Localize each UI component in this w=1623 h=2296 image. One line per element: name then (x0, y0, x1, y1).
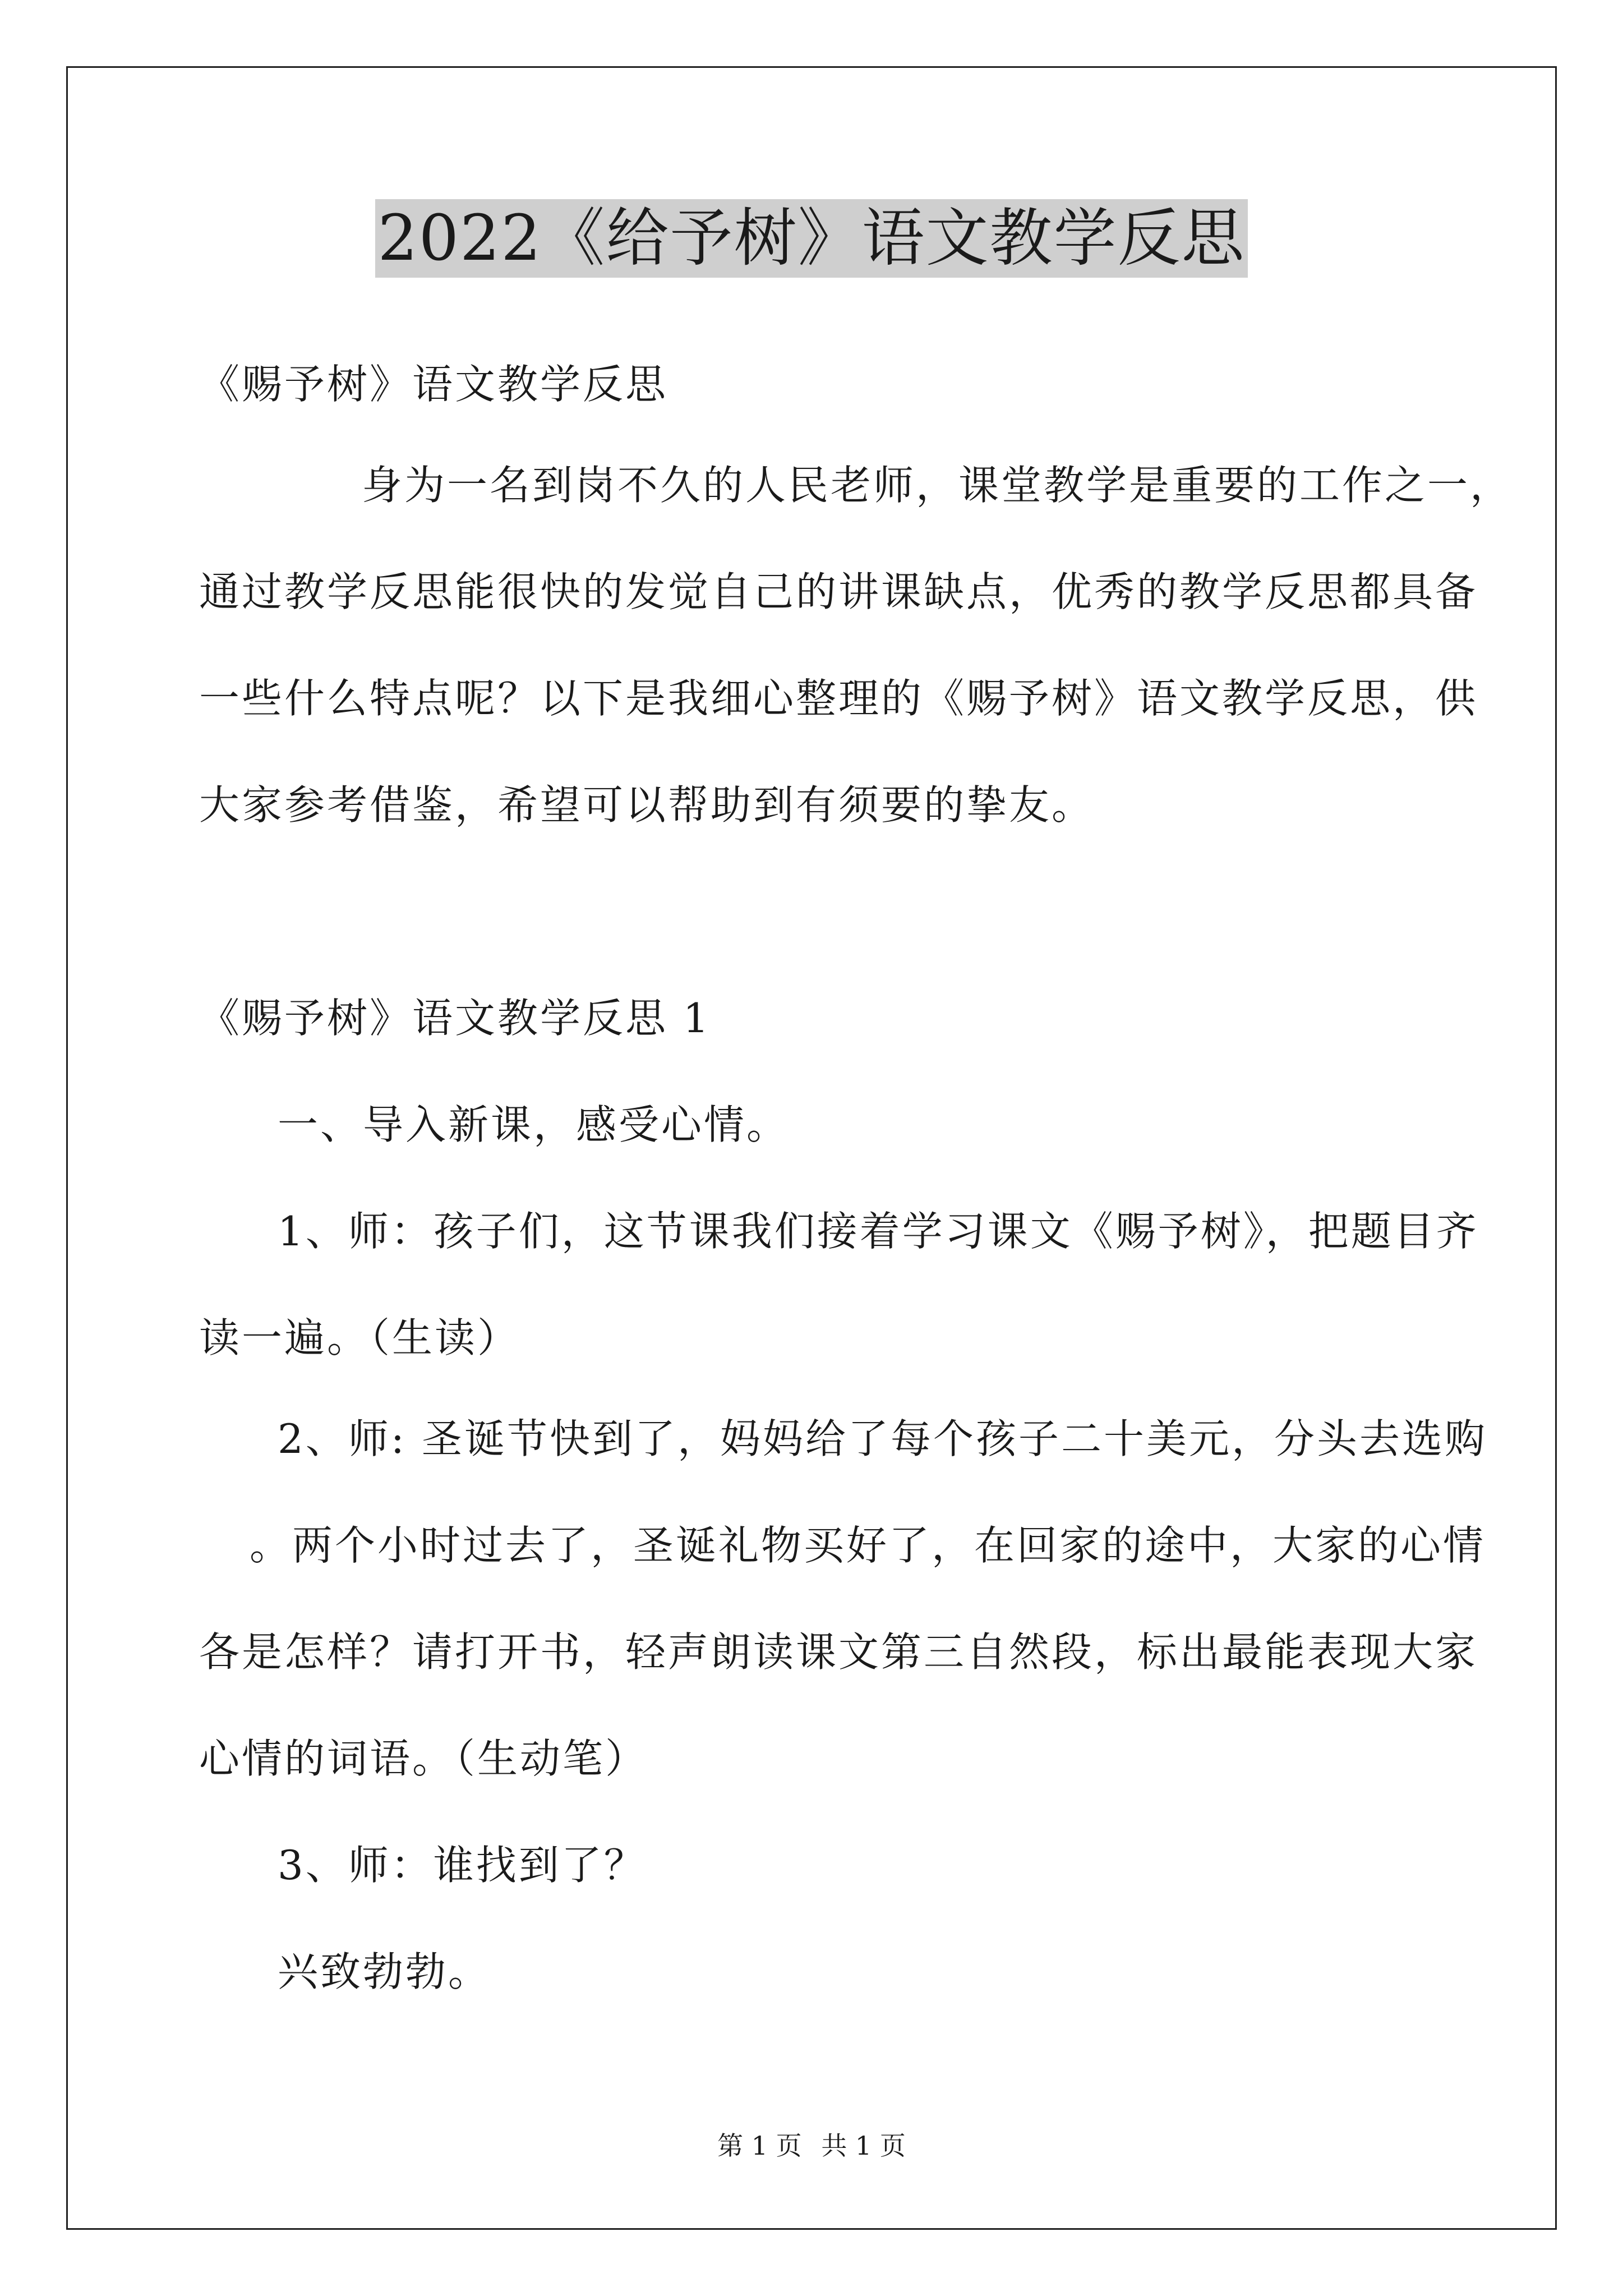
paragraph-line: 2、师: 圣诞节快到了，妈妈给了每个孩子二十美元，分头去选购 (278, 1415, 1487, 1462)
subtitle-line: 《赐予树》语文教学反思 (199, 361, 668, 408)
page-total: 共 1 页 (821, 2131, 906, 2161)
paragraph-line: 一、导入新课，感受心情。 (278, 1101, 790, 1148)
page-footer (0, 2129, 1623, 2162)
paragraph-line: 大家参考借鉴，希望可以帮助到有须要的挚友。 (199, 781, 1095, 829)
paragraph-line: 1、师：孩子们，这节课我们接着学习课文《赐予树》，把题目齐 (278, 1208, 1479, 1255)
page-number: 第 1 页 (717, 2131, 802, 2161)
paragraph-line: 3、师：谁找到了？ (278, 1842, 647, 1889)
paragraph-line: 一些什么特点呢？以下是我细心整理的《赐予树》语文教学反思，供 (199, 675, 1478, 722)
paragraph-line: 通过教学反思能很快的发觉自己的讲课缺点，优秀的教学反思都具备 (199, 568, 1478, 615)
title-wrap (0, 199, 1623, 278)
paragraph-line: 心情的词语。（生动笔） (199, 1735, 648, 1782)
paragraph-line: 兴致勃勃。 (278, 1948, 491, 1995)
section-heading: 《赐予树》语文教学反思 1 (199, 995, 711, 1042)
paragraph-line: 。两个小时过去了，圣诞礼物买好了，在回家的途中，大家的心情 (250, 1522, 1486, 1569)
document-title: 2022《给予树》语文教学反思 (375, 199, 1247, 278)
paragraph-line: 读一遍。（生读） (199, 1314, 520, 1361)
paragraph-line: 身为一名到岗不久的人民老师，课堂教学是重要的工作之一， (362, 462, 1513, 509)
paragraph-line: 各是怎样？请打开书，轻声朗读课文第三自然段，标出最能表现大家 (199, 1628, 1478, 1676)
